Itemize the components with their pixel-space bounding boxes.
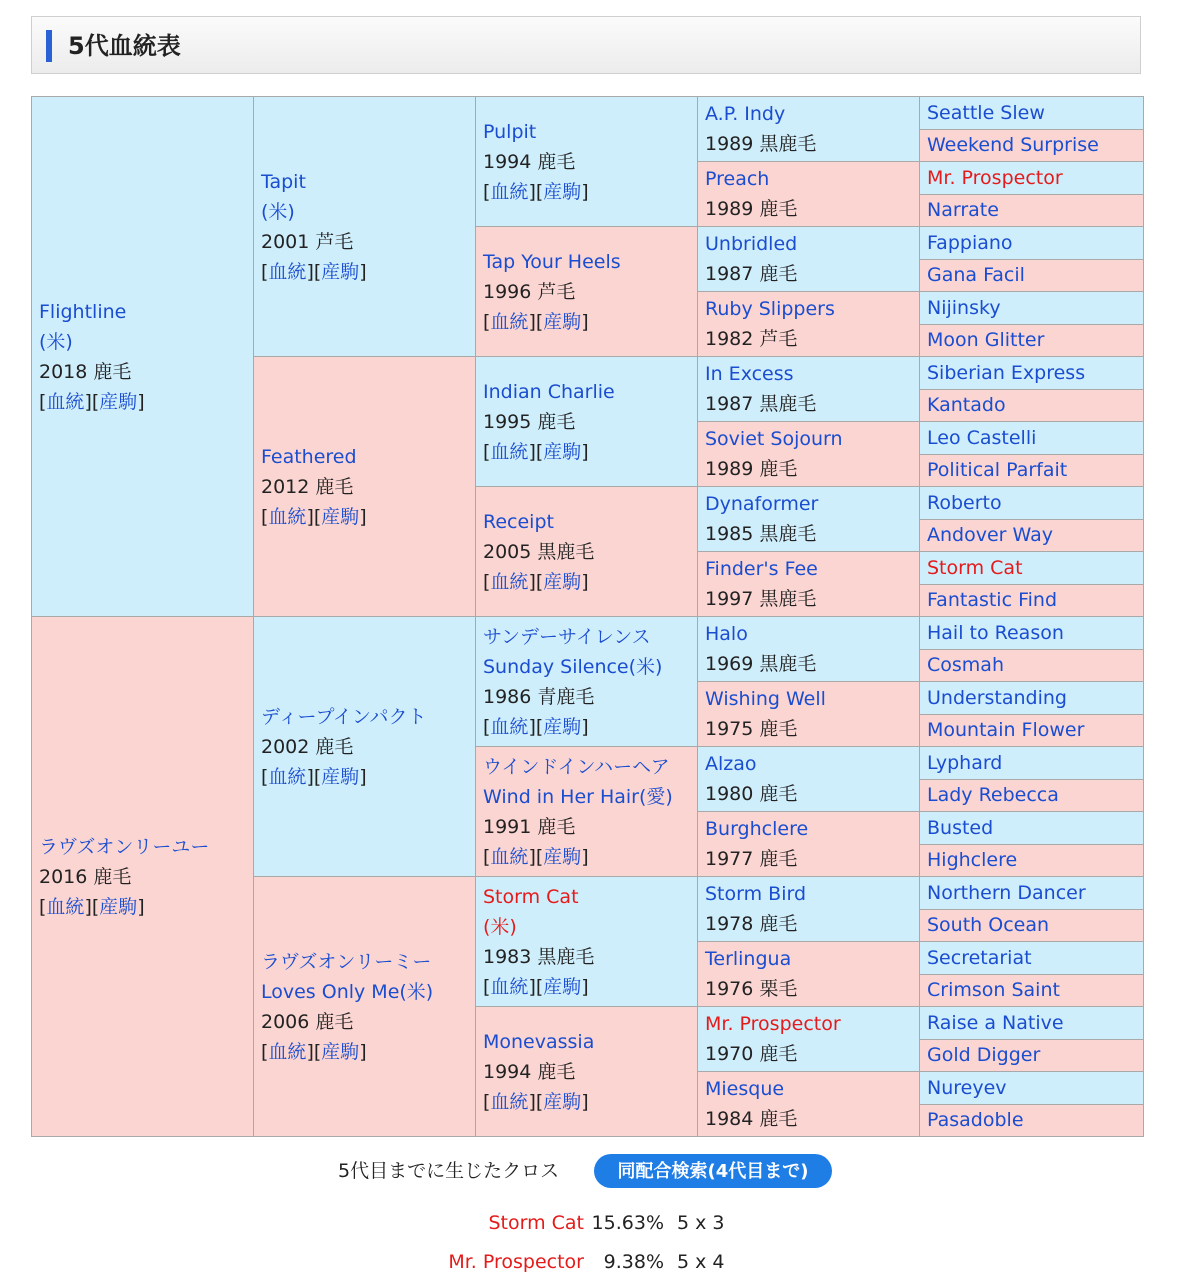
horse-name-link[interactable]: Mr. Prospector	[927, 166, 1063, 189]
horse-name-link[interactable]: Storm Cat	[483, 885, 579, 908]
horse-info: 2002 鹿毛	[261, 735, 354, 758]
horse-info: 2005 黒鹿毛	[483, 540, 595, 563]
horse-name-link[interactable]: Storm Cat	[927, 556, 1023, 579]
horse-links: [血統][産駒]	[261, 505, 367, 528]
pedigree-cell-g4	[698, 422, 920, 487]
horse-info: 1989 黒鹿毛	[705, 133, 817, 155]
horse-name-link[interactable]: Wishing Well	[705, 688, 826, 710]
horse-info: 2016 鹿毛	[39, 865, 132, 888]
horse-name-link[interactable]: Fantastic Find	[927, 589, 1058, 612]
pedigree-cell-g3	[476, 97, 698, 227]
pedigree-link[interactable]: 血統	[490, 310, 529, 333]
offspring-link[interactable]: 産駒	[321, 765, 360, 788]
horse-name-link[interactable]: Soviet Sojourn	[705, 428, 843, 450]
horse-links: [血統][産駒]	[261, 260, 367, 283]
horse-name-link[interactable]: Pasadoble	[927, 1109, 1024, 1132]
pedigree-cell-g5	[920, 974, 1144, 1007]
horse-info: 1969 黒鹿毛	[705, 653, 817, 675]
horse-links: [血統][産駒]	[483, 570, 589, 593]
pedigree-cell-g5	[920, 162, 1144, 195]
horse-info: 1994 鹿毛	[483, 150, 576, 173]
pedigree-cell-g3	[476, 357, 698, 487]
pedigree-cell-g2	[254, 97, 476, 357]
horse-name-link[interactable]: Mr. Prospector	[705, 1013, 841, 1035]
pedigree-cell-g4	[698, 1007, 920, 1072]
horse-name-link[interactable]: Tapit	[261, 170, 306, 193]
pedigree-link[interactable]: 血統	[490, 180, 529, 203]
pedigree-cell-g5	[920, 519, 1144, 552]
pedigree-link[interactable]: 血統	[490, 570, 529, 593]
pedigree-cell-g4	[698, 487, 920, 552]
horse-name-link[interactable]: Terlingua	[705, 948, 792, 970]
horse-name-link[interactable]: Miesque	[705, 1078, 785, 1100]
horse-info: 1996 芦毛	[483, 280, 576, 303]
horse-name-link[interactable]: Monevassia	[483, 1030, 595, 1053]
pedigree-link[interactable]: 血統	[490, 845, 529, 868]
horse-links: [血統][産駒]	[483, 180, 589, 203]
horse-name-link[interactable]: Gold Digger	[927, 1044, 1041, 1067]
horse-name-link[interactable]: Flightline	[39, 300, 127, 323]
horse-name-link[interactable]: Lady Rebecca	[927, 784, 1059, 807]
horse-name-link[interactable]: ラヴズオンリーミー	[261, 950, 432, 973]
horse-name-link[interactable]: Unbridled	[705, 233, 798, 255]
pedigree-cell-g4	[698, 292, 920, 357]
pedigree-link[interactable]: 血統	[268, 1040, 307, 1063]
horse-name-link[interactable]: In Excess	[705, 363, 794, 385]
offspring-link[interactable]: 産駒	[543, 310, 582, 333]
pedigree-cell-g5	[920, 454, 1144, 487]
horse-links: [血統][産駒]	[261, 1040, 367, 1063]
horse-name-link[interactable]: Lyphard	[927, 751, 1003, 774]
cross-pattern: 5 x 4	[677, 1251, 725, 1273]
section-title: 5代血統表	[68, 32, 181, 60]
pedigree-cell-g4	[698, 747, 920, 812]
horse-name-link[interactable]: Storm Bird	[705, 883, 807, 905]
horse-name-link[interactable]: Gana Facil	[927, 264, 1025, 287]
horse-links: [血統][産駒]	[483, 440, 589, 463]
pedigree-cell-g4	[698, 162, 920, 227]
horse-name-link[interactable]: Andover Way	[927, 524, 1053, 547]
pedigree-cell-g4	[698, 357, 920, 422]
pedigree-cell-g5	[920, 194, 1144, 227]
cross-percent: 9.38%	[603, 1251, 664, 1273]
horse-info: 1986 青鹿毛	[483, 685, 595, 708]
horse-links: [血統][産駒]	[39, 895, 145, 918]
horse-name-link[interactable]: Roberto	[927, 491, 1002, 514]
horse-links: [血統][産駒]	[483, 845, 589, 868]
horse-name-link[interactable]: A.P. Indy	[705, 103, 786, 125]
pedigree-cell-g5	[920, 1072, 1144, 1105]
horse-info: 1983 黒鹿毛	[483, 945, 595, 968]
horse-name-link[interactable]: South Ocean	[927, 914, 1050, 937]
horse-links: [血統][産駒]	[483, 1090, 589, 1113]
horse-name-link[interactable]: Fappiano	[927, 231, 1013, 254]
pedigree-cell-g4	[698, 1072, 920, 1137]
horse-name-link[interactable]: Highclere	[927, 849, 1018, 872]
pedigree-cell-g5	[920, 422, 1144, 455]
pedigree-cell-g3	[476, 877, 698, 1007]
pedigree-cell-g5	[920, 1007, 1144, 1040]
horse-info: 1989 鹿毛	[705, 458, 798, 480]
offspring-link[interactable]: 産駒	[321, 505, 360, 528]
offspring-link[interactable]: 産駒	[99, 390, 138, 413]
pedigree-link[interactable]: 血統	[490, 1090, 529, 1113]
horse-name-link[interactable]: Sunday Silence(米)	[483, 655, 663, 678]
pedigree-cell-g3	[476, 1007, 698, 1137]
horse-name-link[interactable]: Receipt	[483, 510, 554, 533]
horse-name-link[interactable]: Cosmah	[927, 654, 1004, 677]
pedigree-cell-g5	[920, 324, 1144, 357]
pedigree-cell-g5	[920, 487, 1144, 520]
pedigree-cell-g1	[32, 97, 254, 617]
horse-name-link[interactable]: Halo	[705, 623, 748, 645]
pedigree-cell-g5	[920, 552, 1144, 585]
horse-info: 1977 鹿毛	[705, 848, 798, 870]
pedigree-cell-g4	[698, 877, 920, 942]
horse-info: 1978 鹿毛	[705, 913, 798, 935]
horse-name-link[interactable]: Hail to Reason	[927, 621, 1064, 644]
horse-name-link[interactable]: Seattle Slew	[927, 101, 1045, 124]
horse-name-link[interactable]: Nureyev	[927, 1076, 1007, 1099]
horse-info: 1985 黒鹿毛	[705, 523, 817, 545]
pedigree-cell-g5	[920, 714, 1144, 747]
offspring-link[interactable]: 産駒	[321, 260, 360, 283]
pedigree-row	[32, 97, 1144, 130]
pedigree-cell-g1	[32, 617, 254, 1137]
offspring-link[interactable]: 産駒	[321, 1040, 360, 1063]
pedigree-cell-g5	[920, 389, 1144, 422]
pedigree-cell-g3	[476, 617, 698, 747]
pedigree-cell-g5	[920, 97, 1144, 130]
pedigree-link[interactable]: 血統	[490, 975, 529, 998]
pedigree-cell-g4	[698, 942, 920, 1007]
pedigree-cell-g5	[920, 227, 1144, 260]
pedigree-cell-g5	[920, 649, 1144, 682]
pedigree-link[interactable]: 血統	[46, 895, 85, 918]
pedigree-cell-g5	[920, 292, 1144, 325]
header-accent-bar	[46, 30, 52, 62]
horse-links: [血統][産駒]	[483, 715, 589, 738]
pedigree-cell-g4	[698, 812, 920, 877]
cross-horse-link[interactable]: Mr. Prospector	[448, 1251, 584, 1273]
pedigree-cell-g5	[920, 877, 1144, 910]
horse-info: 1980 鹿毛	[705, 783, 798, 805]
horse-name-link[interactable]: Loves Only Me(米)	[261, 980, 434, 1003]
horse-info: 1995 鹿毛	[483, 410, 576, 433]
horse-name-link[interactable]: Moon Glitter	[927, 329, 1045, 352]
pedigree-link[interactable]: 血統	[268, 505, 307, 528]
horse-links: [血統][産駒]	[261, 765, 367, 788]
cross-label: 5代目までに生じたクロス	[338, 1160, 560, 1182]
horse-name-link[interactable]: Feathered	[261, 445, 357, 468]
pedigree-cell-g3	[476, 747, 698, 877]
horse-name-link[interactable]: ラヴズオンリーユー	[39, 835, 210, 858]
horse-name-link[interactable]: (米)	[39, 330, 73, 353]
pedigree-cell-g3	[476, 487, 698, 617]
pedigree-cell-g5	[920, 909, 1144, 942]
horse-name-link[interactable]: Wind in Her Hair(愛)	[483, 785, 673, 808]
pedigree-cell-g5	[920, 259, 1144, 292]
offspring-link[interactable]: 産駒	[543, 180, 582, 203]
horse-name-link[interactable]: Raise a Native	[927, 1011, 1064, 1034]
horse-name-link[interactable]: ウインドインハーヘア	[483, 755, 670, 778]
cross-header	[0, 1152, 1179, 1192]
pedigree-cell-g5	[920, 584, 1144, 617]
horse-info: 2018 鹿毛	[39, 360, 132, 383]
horse-name-link[interactable]: (米)	[261, 200, 295, 223]
horse-info: 2001 芦毛	[261, 230, 354, 253]
cross-percent: 15.63%	[591, 1212, 664, 1234]
offspring-link[interactable]: 産駒	[99, 895, 138, 918]
offspring-link[interactable]: 産駒	[543, 975, 582, 998]
horse-name-link[interactable]: Leo Castelli	[927, 426, 1037, 449]
pedigree-cell-g5	[920, 129, 1144, 162]
horse-name-link[interactable]: Mountain Flower	[927, 719, 1085, 742]
pedigree-cell-g2	[254, 357, 476, 617]
horse-name-link[interactable]: Preach	[705, 168, 770, 190]
horse-info: 1970 鹿毛	[705, 1043, 798, 1065]
horse-name-link[interactable]: Alzao	[705, 753, 757, 775]
section-header	[31, 16, 1141, 74]
horse-info: 1989 鹿毛	[705, 198, 798, 220]
horse-name-link[interactable]: Secretariat	[927, 946, 1032, 969]
pedigree-cell-g4	[698, 682, 920, 747]
horse-info: 2012 鹿毛	[261, 475, 354, 498]
horse-links: [血統][産駒]	[39, 390, 145, 413]
pedigree-cell-g4	[698, 227, 920, 292]
horse-name-link[interactable]: Indian Charlie	[483, 380, 615, 403]
horse-name-link[interactable]: Busted	[927, 816, 994, 839]
pedigree-cell-g2	[254, 617, 476, 877]
pedigree-link[interactable]: 血統	[490, 440, 529, 463]
cross-horse-link[interactable]: Storm Cat	[488, 1212, 584, 1234]
pedigree-link[interactable]: 血統	[268, 765, 307, 788]
horse-info: 1975 鹿毛	[705, 718, 798, 740]
pedigree-cell-g5	[920, 844, 1144, 877]
horse-links: [血統][産駒]	[483, 310, 589, 333]
horse-name-link[interactable]: ディープインパクト	[261, 705, 427, 728]
horse-info: 1987 鹿毛	[705, 263, 798, 285]
horse-name-link[interactable]: Weekend Surprise	[927, 134, 1099, 157]
horse-name-link[interactable]: Northern Dancer	[927, 881, 1086, 904]
pedigree-link[interactable]: 血統	[490, 715, 529, 738]
offspring-link[interactable]: 産駒	[543, 715, 582, 738]
pedigree-cell-g2	[254, 877, 476, 1137]
horse-info: 1976 栗毛	[705, 978, 798, 1000]
horse-name-link[interactable]: サンデーサイレンス	[483, 625, 651, 648]
offspring-link[interactable]: 産駒	[543, 440, 582, 463]
horse-name-link[interactable]: Crimson Saint	[927, 979, 1060, 1002]
horse-name-link[interactable]: Kantado	[927, 394, 1006, 417]
pedigree-link[interactable]: 血統	[268, 260, 307, 283]
pedigree-cell-g5	[920, 682, 1144, 715]
pedigree-cell-g4	[698, 97, 920, 162]
horse-name-link[interactable]: Dynaformer	[705, 493, 819, 515]
pedigree-cell-g5	[920, 1039, 1144, 1072]
pedigree-cell-g5	[920, 1104, 1144, 1137]
horse-name-link[interactable]: Nijinsky	[927, 296, 1001, 319]
pedigree-cell-g5	[920, 779, 1144, 812]
horse-name-link[interactable]: (米)	[483, 915, 517, 938]
cross-pattern: 5 x 3	[677, 1212, 725, 1234]
horse-info: 1982 芦毛	[705, 328, 798, 350]
horse-name-link[interactable]: Tap Your Heels	[483, 250, 621, 273]
cross-item	[0, 1247, 1179, 1277]
horse-info: 1991 鹿毛	[483, 815, 576, 838]
horse-name-link[interactable]: Understanding	[927, 686, 1067, 709]
offspring-link[interactable]: 産駒	[543, 845, 582, 868]
pedigree-link[interactable]: 血統	[46, 390, 85, 413]
horse-name-link[interactable]: Finder's Fee	[705, 558, 818, 580]
horse-info: 1984 鹿毛	[705, 1108, 798, 1130]
pedigree-cell-g5	[920, 357, 1144, 390]
horse-name-link[interactable]: Narrate	[927, 199, 999, 222]
pedigree-cell-g5	[920, 812, 1144, 845]
pedigree-row	[32, 617, 1144, 650]
same-mating-search-button[interactable]: 同配合検索(4代目まで)	[594, 1154, 832, 1188]
pedigree-cell-g3	[476, 227, 698, 357]
pedigree-cell-g5	[920, 617, 1144, 650]
horse-info: 2006 鹿毛	[261, 1010, 354, 1033]
pedigree-cell-g5	[920, 942, 1144, 975]
pedigree-cell-g5	[920, 747, 1144, 780]
horse-name-link[interactable]: Siberian Express	[927, 361, 1086, 384]
horse-info: 1987 黒鹿毛	[705, 393, 817, 415]
offspring-link[interactable]: 産駒	[543, 1090, 582, 1113]
pedigree-cell-g4	[698, 552, 920, 617]
horse-info: 1994 鹿毛	[483, 1060, 576, 1083]
pedigree-table	[31, 96, 1144, 1137]
offspring-link[interactable]: 産駒	[543, 570, 582, 593]
horse-name-link[interactable]: Ruby Slippers	[705, 298, 835, 320]
horse-name-link[interactable]: Pulpit	[483, 120, 537, 143]
cross-item	[0, 1208, 1179, 1238]
horse-info: 1997 黒鹿毛	[705, 588, 817, 610]
horse-name-link[interactable]: Burghclere	[705, 818, 809, 840]
horse-name-link[interactable]: Political Parfait	[927, 459, 1068, 482]
pedigree-cell-g4	[698, 617, 920, 682]
horse-links: [血統][産駒]	[483, 975, 589, 998]
